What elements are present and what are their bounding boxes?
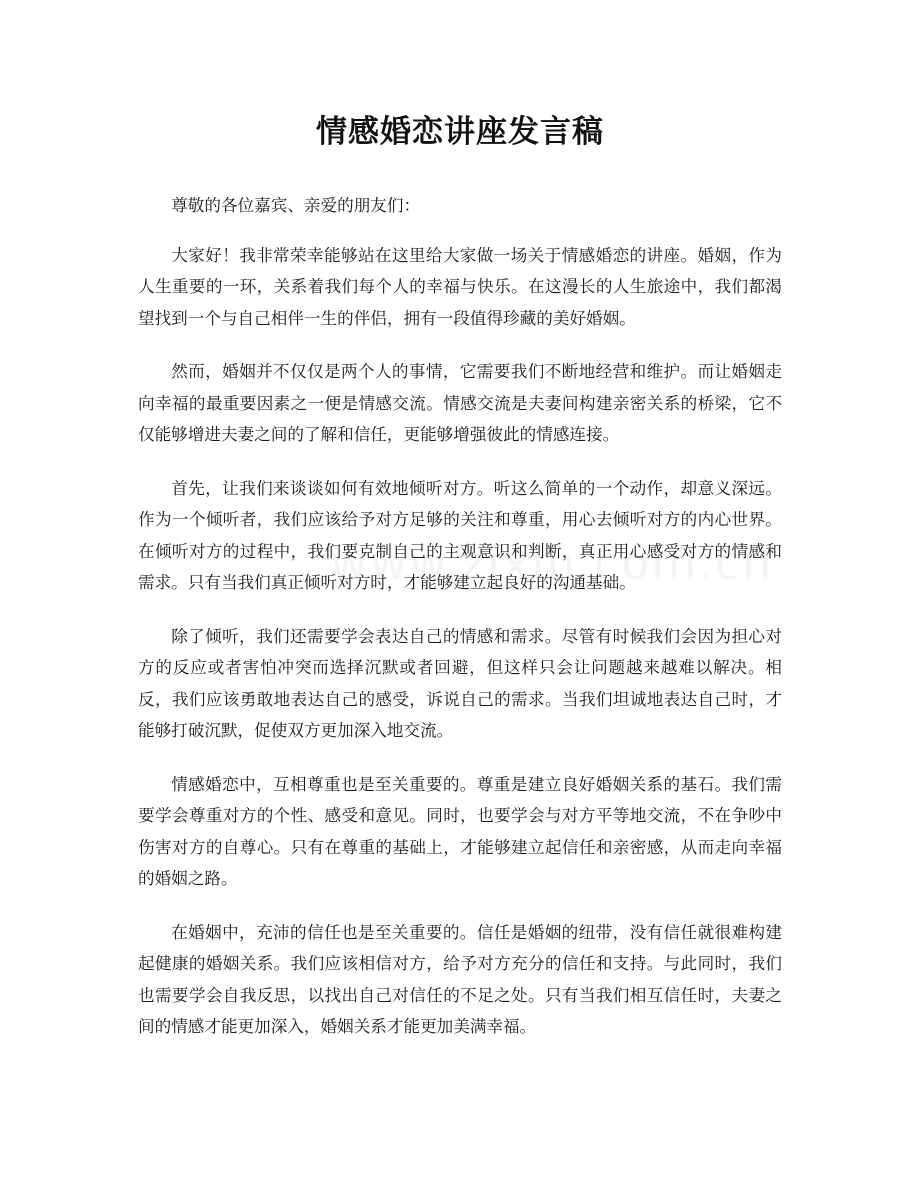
paragraph-2: 然而，婚姻并不仅仅是两个人的事情，它需要我们不断地经营和维护。而让婚姻走向幸福的最重要因素之一便是情感交流。情感交流是夫妻间构建亲密关系的桥梁，它不仅能够增进夫妻之间的了解和信任，更能够增强彼此的情感连接。: [138, 362, 782, 444]
paragraph-1: 大家好！我非常荣幸能够站在这里给大家做一场关于情感婚恋的讲座。婚姻，作为人生重要的一环，关系着我们每个人的幸福与快乐。在这漫长的人生旅途中，我们都渴望找到一个与自己相伴一生的伴侣，拥有一段值得珍藏的美好婚姻。: [138, 245, 782, 328]
paragraph-6: 在婚姻中，充沛的信任也是至关重要的。信任是婚姻的纽带，没有信任就很难构建起健康的婚姻关系。我们应该相信对方，给予对方充分的信任和支持。与此同时，我们也需要学会自我反思，以找出自己对信任的不足之处。只有当我们相互信任时，夫妻之间的情感才能更加深入，婚姻关系才能更加美满幸福。: [138, 922, 782, 1036]
salutation: 尊敬的各位嘉宾、亲爱的朋友们：: [171, 196, 421, 215]
paragraph-3: 首先，让我们来谈谈如何有效地倾听对方。听这么简单的一个动作，却意义深远。作为一个倾听者，我们应该给予对方足够的关注和尊重，用心去倾听对方的内心世界。在倾听对方的过程中，我们要克制自己的主观意识和判断，真正用心感受对方的情感和需求。只有当我们真正倾听对方时，才能够建立起良好的沟通基础。: [138, 478, 782, 592]
paragraph-4: 除了倾听，我们还需要学会表达自己的情感和需求。尽管有时候我们会因为担心对方的反应或者害怕冲突而选择沉默或者回避，但这样只会让问题越来越难以解决。相反，我们应该勇敢地表达自己的感受，诉说自己的需求。当我们坦诚地表达自己时，才能够打破沉默，促使双方更加深入地交流。: [138, 626, 782, 740]
document-title: 情感婚恋讲座发言稿: [316, 114, 604, 150]
paragraph-5: 情感婚恋中，互相尊重也是至关重要的。尊重是建立良好婚姻关系的基石。我们需要学会尊重对方的个性、感受和意见。同时，也要学会与对方平等地交流，不在争吵中伤害对方的自尊心。只有在尊重的基础上，才能够建立起信任和亲密感，从而走向幸福的婚姻之路。: [138, 774, 782, 888]
